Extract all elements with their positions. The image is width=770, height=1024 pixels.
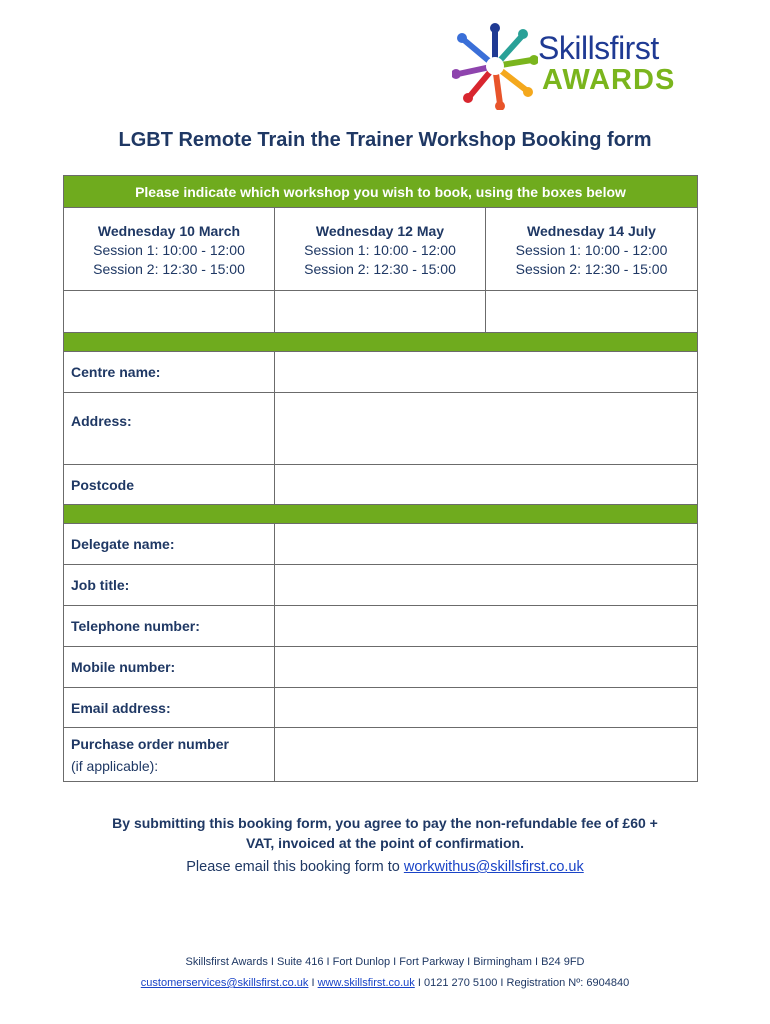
footer-website-link[interactable]: www.skillsfirst.co.uk — [317, 977, 415, 989]
workshop-session-2: Session 2: 12:30 - 15:00 — [304, 260, 456, 277]
workshop-option-2 — [275, 208, 486, 291]
logo-name: Skillsfirst — [538, 30, 659, 66]
telephone-field[interactable] — [275, 606, 698, 647]
footer-phone-registration: I 0121 270 5100 I Registration Nº: 6904840 — [414, 977, 630, 989]
workshop-session-1: Session 1: 10:00 - 12:00 — [304, 241, 456, 258]
address-field[interactable] — [275, 393, 698, 465]
send-instructions — [0, 859, 770, 875]
send-instructions-text: Please email this booking form to — [186, 859, 404, 875]
workshop-option-1 — [64, 208, 275, 291]
workshop-option-3 — [486, 208, 698, 291]
email-label: Email address: — [64, 688, 275, 728]
booking-form-table — [63, 175, 698, 782]
workshop-day: Wednesday 14 July — [527, 222, 656, 239]
address-label: Address: — [64, 393, 275, 465]
job-title-label: Job title: — [64, 565, 275, 606]
postcode-label: Postcode — [64, 465, 275, 505]
centre-name-label: Centre name: — [64, 352, 275, 393]
centre-name-field[interactable] — [275, 352, 698, 393]
page-title: LGBT Remote Train the Trainer Workshop Booking form — [118, 129, 652, 151]
job-title-field[interactable] — [275, 565, 698, 606]
workshop-session-1: Session 1: 10:00 - 12:00 — [93, 241, 245, 258]
fee-agreement-line-2: VAT, invoiced at the point of confirmation. — [246, 835, 524, 851]
booking-email-link[interactable]: workwithus@skillsfirst.co.uk — [403, 859, 584, 875]
mobile-field[interactable] — [275, 647, 698, 688]
workshop-day: Wednesday 10 March — [97, 222, 241, 239]
mobile-label: Mobile number: — [64, 647, 275, 688]
section-divider — [64, 333, 698, 352]
workshop-session-1: Session 1: 10:00 - 12:00 — [515, 241, 668, 258]
purchase-order-label — [64, 728, 275, 782]
footer-contact — [0, 977, 770, 989]
delegate-name-field[interactable] — [275, 524, 698, 565]
workshop-day: Wednesday 12 May — [315, 222, 445, 239]
footer-separator: I — [308, 977, 318, 989]
workshop-2-select-box[interactable] — [275, 291, 486, 333]
footer-email-link[interactable]: customerservices@skillsfirst.co.uk — [140, 977, 309, 989]
workshop-session-2: Session 2: 12:30 - 15:00 — [515, 260, 668, 277]
workshop-header: Please indicate which workshop you wish to book, using the boxes below — [64, 176, 698, 208]
section-divider — [64, 505, 698, 524]
postcode-field[interactable] — [275, 465, 698, 505]
footer-address: Skillsfirst Awards I Suite 416 I Fort Dunlop I Fort Parkway I Birmingham I B24 9FD — [185, 956, 585, 968]
delegate-name-label: Delegate name: — [64, 524, 275, 565]
fee-agreement-text — [60, 813, 710, 853]
skillsfirst-people-circle-icon — [452, 22, 538, 110]
telephone-label: Telephone number: — [64, 606, 275, 647]
purchase-order-label-sub: (if applicable): — [71, 757, 159, 774]
skillsfirst-logo — [452, 22, 702, 112]
email-field[interactable] — [275, 688, 698, 728]
workshop-session-2: Session 2: 12:30 - 15:00 — [93, 260, 245, 277]
fee-agreement-line-1: By submitting this booking form, you agree to pay the non-refundable fee of £60 + — [112, 815, 658, 831]
logo-subtitle: AWARDS — [542, 64, 676, 96]
workshop-1-select-box[interactable] — [64, 291, 275, 333]
purchase-order-label-text: Purchase order number — [71, 735, 229, 752]
workshop-3-select-box[interactable] — [486, 291, 698, 333]
purchase-order-field[interactable] — [275, 728, 698, 782]
